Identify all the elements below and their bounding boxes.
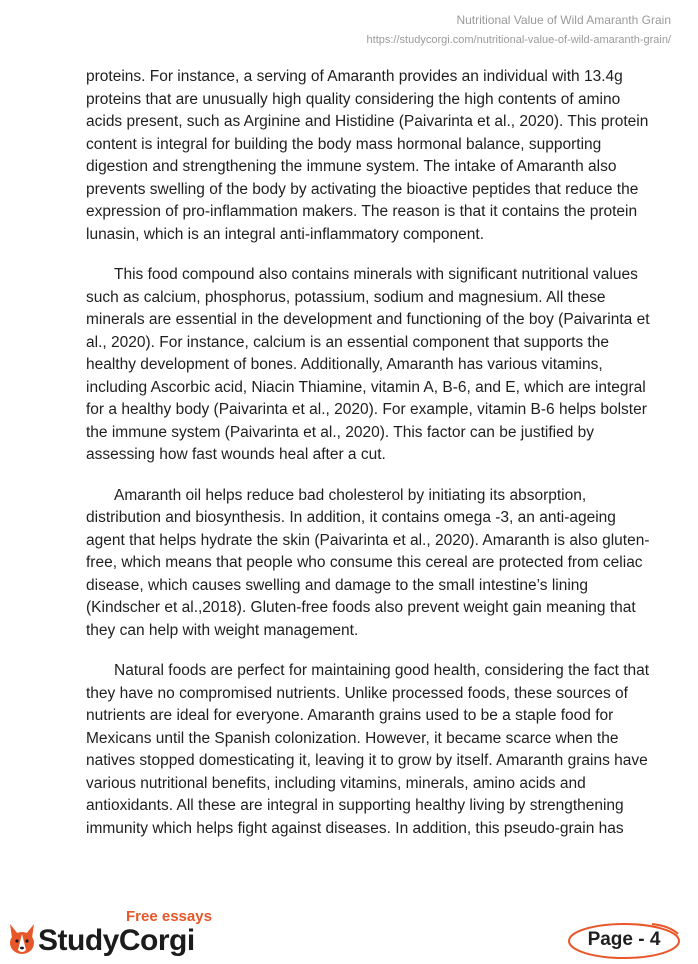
corgi-icon: [6, 920, 38, 956]
brand-name: StudyCorgi: [38, 924, 195, 957]
page-number: Page - 4: [587, 929, 661, 950]
document-title: Nutritional Value of Wild Amaranth Grain: [456, 13, 671, 27]
document-body: [86, 66, 656, 858]
document-url[interactable]: https://studycorgi.com/nutritional-value-of-wild-amaranth-grain/: [366, 34, 671, 46]
paragraph-4: Natural foods are perfect for maintaining good health, considering the fact that they have no compromised nutrients. Unlike processed foods, these sources of nutrients are ideal for everyone. Amaranth grains used to be a staple food for Mexicans until the Spanish colonization. However, it became scarce when the natives stopped domesticating it, leaving it to grow by itself. Amaranth grains have various nutritional benefits, including vitamins, minerals, amino acids and antioxidants. All these are integral in supporting healthy living by strengthening immunity which helps fight against diseases. In addition, this pseudo-grain has: [86, 662, 650, 837]
free-essays-tagline: Free essays: [126, 908, 212, 925]
paragraph-2: This food compound also contains minerals with significant nutritional values such as calcium, phosphorus, potassium, sodium and magnesium. All these minerals are essential in the development and functioning of the boy (Paivarinta et al., 2020). For instance, calcium is an essential component that supports the healthy development of bones. Additionally, Amaranth has various vitamins, including Ascorbic acid, Niacin Thiamine, vitamin A, B-6, and E, which are integral for a healthy body (Paivarinta et al., 2020). For example, vitamin B-6 helps bolster the immune system (Paivarinta et al., 2020). This factor can be justified by assessing how fast wounds heal after a cut.: [86, 266, 650, 463]
paragraph-1: proteins. For instance, a serving of Amaranth provides an individual with 13.4g proteins that are unusually high quality considering the high contents of amino acids present, such as Arginine and Histidine (Paivarinta et al., 2020). This protein content is integral for building the body mass hormonal balance, supporting digestion and strengthening the immune system. The intake of Amaranth also prevents swelling of the body by activating the bioactive peptides that reduce the expression of pro-inflammation makers. The reason is that it contains the protein lunasin, which is an integral anti-inflammatory component.: [86, 68, 649, 243]
studycorgi-logo[interactable]: [6, 908, 216, 958]
page-header: [367, 12, 671, 48]
page-number-badge: [566, 920, 682, 960]
paragraph-3: Amaranth oil helps reduce bad cholesterol by initiating its absorption, distribution and biosynthesis. In addition, it contains omega -3, an anti-ageing agent that helps hydrate the skin (Paivarinta et al., 2020). Amaranth is also gluten-free, which means that people who consume this cereal are protected from celiac disease, which causes swelling and damage to the small intestine’s lining (Kindscher et al.,2018). Gluten-free foods also prevent weight gain meaning that they can help with weight management.: [86, 486, 650, 639]
